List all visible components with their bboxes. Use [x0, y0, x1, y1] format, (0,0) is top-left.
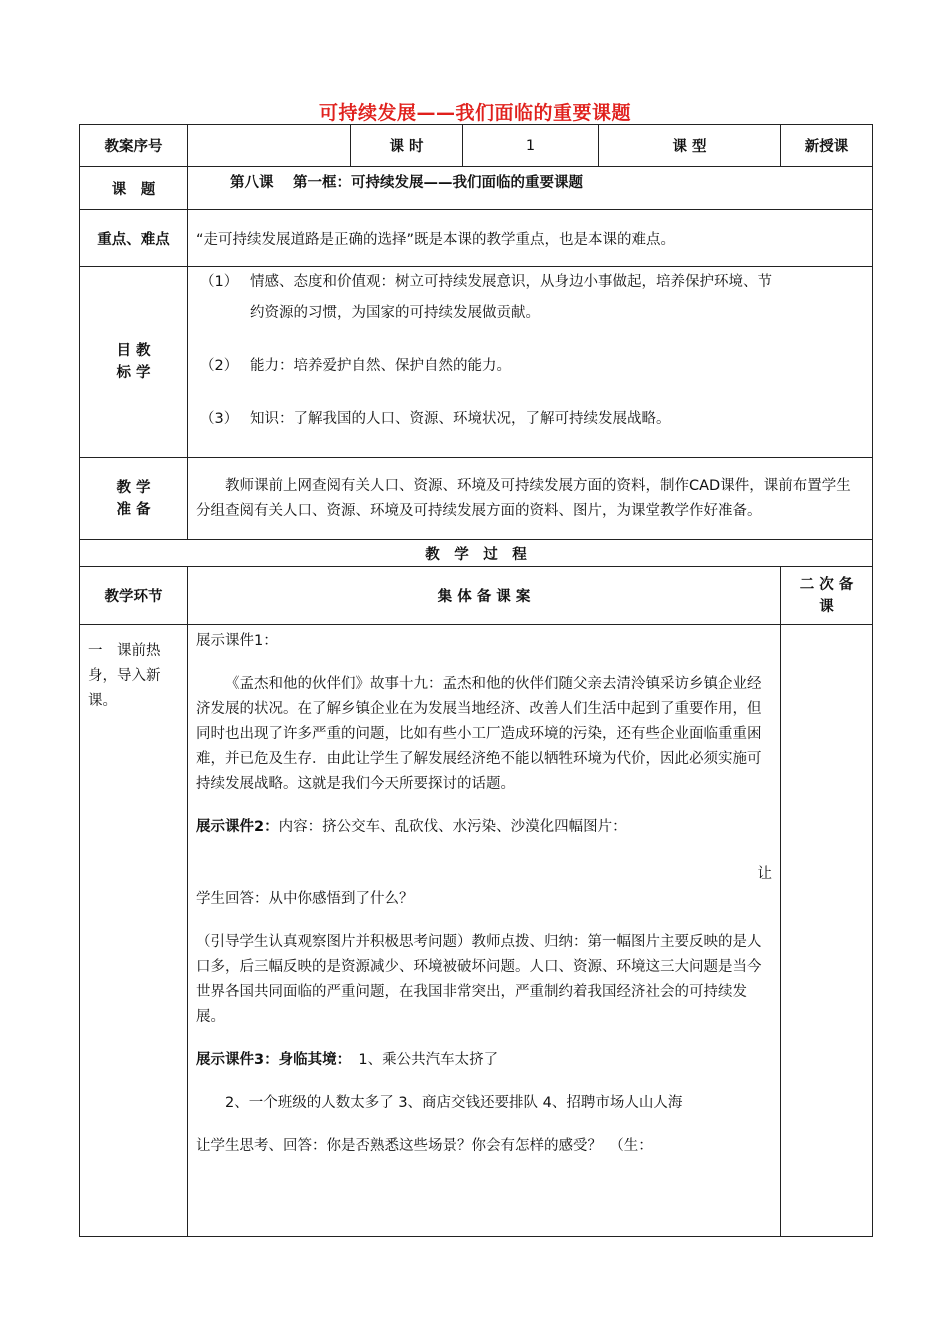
- goals-label: [80, 267, 188, 458]
- goals-label-line1: 目 教: [116, 343, 151, 359]
- plan-para-4-right: 让: [757, 866, 772, 882]
- plan-para-6-text: 1、乘公共汽车太挤了: [343, 1052, 499, 1068]
- plan-para-1: 展示课件1：: [196, 633, 278, 649]
- process-columns-row: [80, 567, 873, 625]
- process-heading: 教 学 过 程: [80, 540, 873, 567]
- col-second-line2: 课: [819, 598, 834, 615]
- lesson-plan-table: [79, 124, 873, 1237]
- goal-num-2: （2）: [200, 358, 239, 374]
- key-points-value: “走可持续发展道路是正确的选择”既是本课的教学重点，也是本课的难点。: [188, 210, 873, 267]
- header-row: [80, 125, 873, 167]
- document-title: 可持续发展——我们面临的重要课题: [318, 102, 631, 124]
- goals-label-line2: 标 学: [116, 365, 151, 381]
- col-plan-header: 集 体 备 课 案: [188, 567, 781, 625]
- plan-para-7: 2、一个班级的人数太多了 3、商店交钱还要排队 4、招聘市场人山人海: [225, 1095, 683, 1111]
- topic-row: [80, 167, 873, 210]
- plan-para-3-text: 内容：挤公交车、乱砍伐、水污染、沙漠化四幅图片：: [278, 819, 627, 835]
- plan-para-6-bold: 展示课件3：身临其境：: [196, 1052, 344, 1068]
- key-points-row: [80, 210, 873, 267]
- goal-text-2: 能力：培养爱护自然、保护自然的能力。: [250, 358, 511, 374]
- goal-item-2: [200, 355, 864, 377]
- key-points-label: 重点、难点: [80, 210, 188, 267]
- plan-para-2: 《孟杰和他的伙伴们》故事十九：孟杰和他的伙伴们随父亲去清泠镇采访乡镇企业经济发展的状况。在了解乡镇企业在为发展当地经济、改善人们生活中起到了重要作用，但同时也出现了许多严重的问题，比如有些小工厂造成环境的污染，还有些企业面临重重困难，并已危及生存．由此让学生了解发展经济绝不能以牺牲环境为代价，因此必须实施可持续发展战略。这就是我们今天所要探讨的话题。: [196, 676, 762, 792]
- goal-num-3: （3）: [200, 411, 239, 427]
- goal-item-3: [200, 408, 864, 430]
- second-prep-cell: [781, 625, 873, 1237]
- process-body-row: [80, 625, 873, 1237]
- preparation-text: 教师课前上网查阅有关人口、资源、环境及可持续发展方面的资料，制作CAD课件，课前布置学生分组查阅有关人口、资源、环境及可持续发展方面的资料、图片，为课堂教学作好准备。: [188, 458, 873, 540]
- col-second-header: [781, 567, 873, 625]
- preparation-label-line2: 准 备: [116, 501, 151, 518]
- goal-text-3: 知识：了解我国的人口、资源、环境状况，了解可持续发展战略。: [250, 411, 671, 427]
- type-value: 新授课: [781, 125, 873, 167]
- seq-value: [188, 125, 351, 167]
- period-value: 1: [463, 125, 599, 167]
- plan-para-3-bold: 展示课件2：: [196, 819, 279, 835]
- preparation-row: [80, 458, 873, 540]
- type-label: 课 型: [599, 125, 781, 167]
- plan-para-6: [196, 1048, 772, 1073]
- preparation-label: [80, 458, 188, 540]
- col-second-line1: 二 次 备: [799, 576, 854, 593]
- seq-label: 教案序号: [80, 125, 188, 167]
- preparation-label-line1: 教 学: [116, 479, 151, 496]
- goals-row: [80, 267, 873, 458]
- stage-1-cell: 一 课前热身，导入新课。: [80, 625, 188, 1237]
- plan-para-4: 学生回答：从中你感悟到了什么？: [196, 891, 414, 907]
- plan-para-8: 让学生思考、回答：你是否熟悉这些场景？你会有怎样的感受？ （生：: [196, 1138, 653, 1154]
- col-stage-header: 教学环节: [80, 567, 188, 625]
- topic-value: 第八课 第一框：可持续发展——我们面临的重要课题: [188, 167, 873, 210]
- goal-item-1: [200, 271, 864, 293]
- topic-label: 课 题: [80, 167, 188, 210]
- plan-content: [188, 625, 781, 1237]
- plan-para-3: [196, 815, 772, 840]
- plan-para-5: （引导学生认真观察图片并积极思考问题）教师点拨、归纳：第一幅图片主要反映的是人口多，后三幅反映的是资源减少、环境被破坏问题。人口、资源、环境这三大问题是当今世界各国共同面临的严重问题，在我国非常突出，严重制约着我国经济社会的可持续发展。: [196, 934, 762, 1025]
- goal-item-1-cont: 约资源的习惯，为国家的可持续发展做贡献。: [250, 305, 540, 321]
- goal-num-1: （1）: [200, 274, 239, 290]
- period-label: 课 时: [351, 125, 463, 167]
- goals-content: [188, 267, 873, 458]
- goal-text-1: 情感、态度和价值观：树立可持续发展意识，从身边小事做起，培养保护环境、节: [250, 274, 772, 290]
- process-heading-row: [80, 540, 873, 567]
